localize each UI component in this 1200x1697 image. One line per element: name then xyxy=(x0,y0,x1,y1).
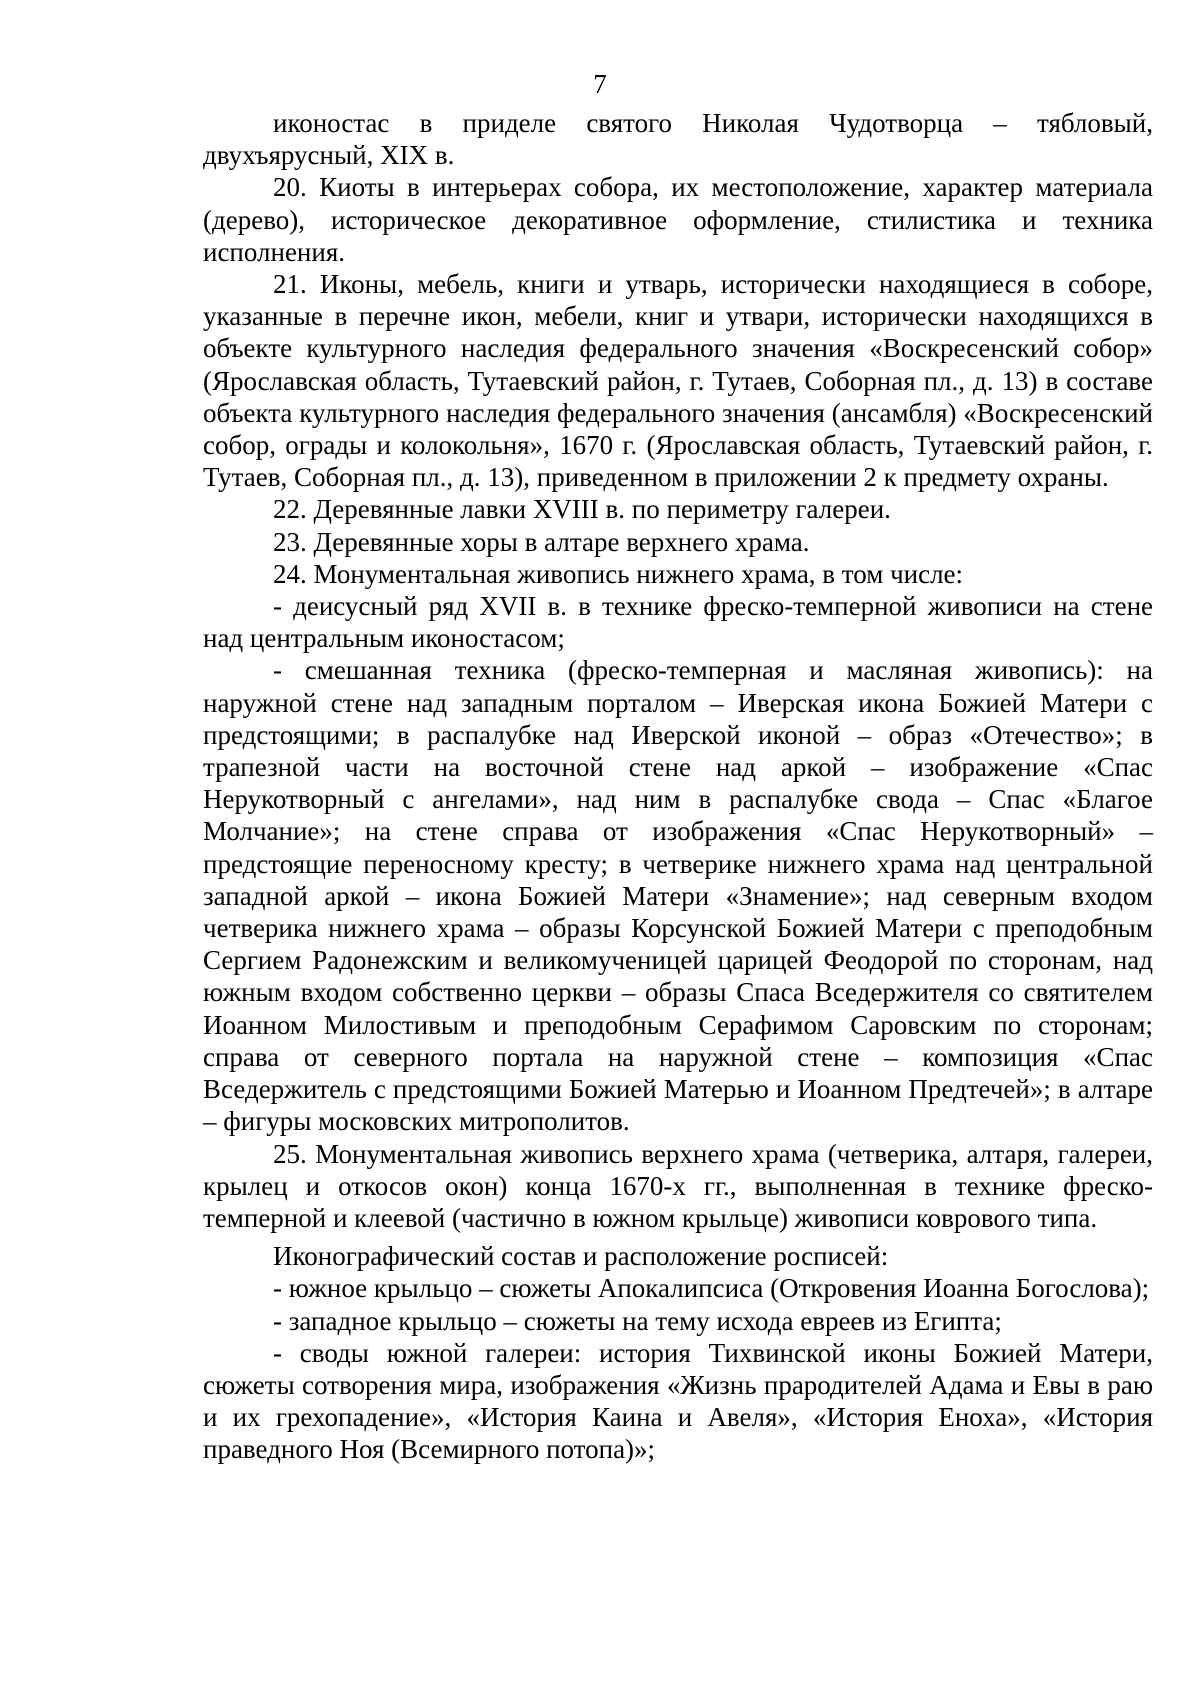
paragraph-south-porch: - южное крыльцо – сюжеты Апокалипсиса (Откровения Иоанна Богослова); xyxy=(273,1273,1150,1304)
paragraph-22-benches: 22. Деревянные лавки XVIII в. по периметру галереи. xyxy=(273,494,891,525)
paragraph-mixed-technique: - смешанная техника (фреско-темперная и масляная живопись): на наружной стене над западным порталом – Иверская икона Божией Матери с предстоящими; в распалубке над Иверской иконой – образ «Отечество»; в трапезной части на восточной стене над аркой – изображение «Спас Нерукотворный с ангелами», над ним в распалубке свода – Спас «Благое Молчание»; на стене справа от изображения «Спас Нерукотворный» – предстоящие переносному кресту; в четверике нижнего храма над центральной западной аркой – икона Божией Матери «Знамение»; над северным входом четверика нижнего храма – образы Корсунской Божией Матери с преподобным Сергием Радонежским и великомученицей царицей Феодорой по сторонам, над южным входом собственно церкви – образы Спаса Вседержителя со святителем Иоанном Милостивым и преподобным Серафимом Саровским по сторонам; справа от северного портала на наружной стене – композиция «Спас Вседержитель с предстоящими Божией Матерью и Иоанном Предтечей»; в алтаре – фигуры московских митрополитов. xyxy=(203,655,1153,1137)
paragraph-west-porch: - западное крыльцо – сюжеты на тему исхода евреев из Египта; xyxy=(273,1305,1002,1336)
paragraph-deesis-row: - деисусный ряд XVII в. в технике фреско-темперной живописи на стене над центральным иконостасом; xyxy=(203,591,1153,654)
paragraph-21-icons-furniture: 21. Иконы, мебель, книги и утварь, исторически находящиеся в соборе, указанные в перечне икон, мебели, книг и утвари, исторически находящихся в объекте культурного наследия федерального значения «Воскресенский собор» (Ярославская область, Тутаевский район, г. Тутаев, Соборная пл., д. 13) в составе объекта культурного наследия федерального значения (ансамбля) «Воскресенский собор, ограды и колокольня», 1670 г. (Ярославская область, Тутаевский район, г. Тутаев, Соборная пл., д. 13), приведенном в приложении 2 к предмету охраны. xyxy=(203,269,1153,493)
paragraph-iconographic-composition: Иконографический состав и расположение росписей: xyxy=(273,1241,889,1272)
document-body xyxy=(203,107,1153,1466)
paragraph-24-lower-church-painting: 24. Монументальная живопись нижнего храма, в том числе: xyxy=(273,558,964,589)
paragraph-iconostasis-continuation: иконостас в приделе святого Николая Чудотворца – тябловый, двухъярусный, XIX в. xyxy=(203,108,1153,171)
paragraph-south-gallery-vaults: - своды южной галереи: история Тихвинской иконы Божией Матери, сюжеты сотворения мира, изображения «Жизнь прародителей Адама и Евы в раю и их грехопадение», «История Каина и Авеля», «История Еноха», «История праведного Ноя (Всемирного потопа)»; xyxy=(203,1337,1153,1465)
paragraph-25-upper-church-painting: 25. Монументальная живопись верхнего храма (четверика, алтаря, галереи, крылец и откосов окон) конца 1670-х гг., выполненная в технике фреско-темперной и клеевой (частично в южном крыльце) живописи коврового типа. xyxy=(203,1138,1153,1233)
paragraph-20-kiots: 20. Киоты в интерьерах собора, их местоположение, характер материала (дерево), историческое декоративное оформление, стилистика и техника исполнения. xyxy=(203,172,1153,267)
page-number: 7 xyxy=(593,69,607,99)
paragraph-23-choirs: 23. Деревянные хоры в алтаре верхнего храма. xyxy=(273,526,810,557)
